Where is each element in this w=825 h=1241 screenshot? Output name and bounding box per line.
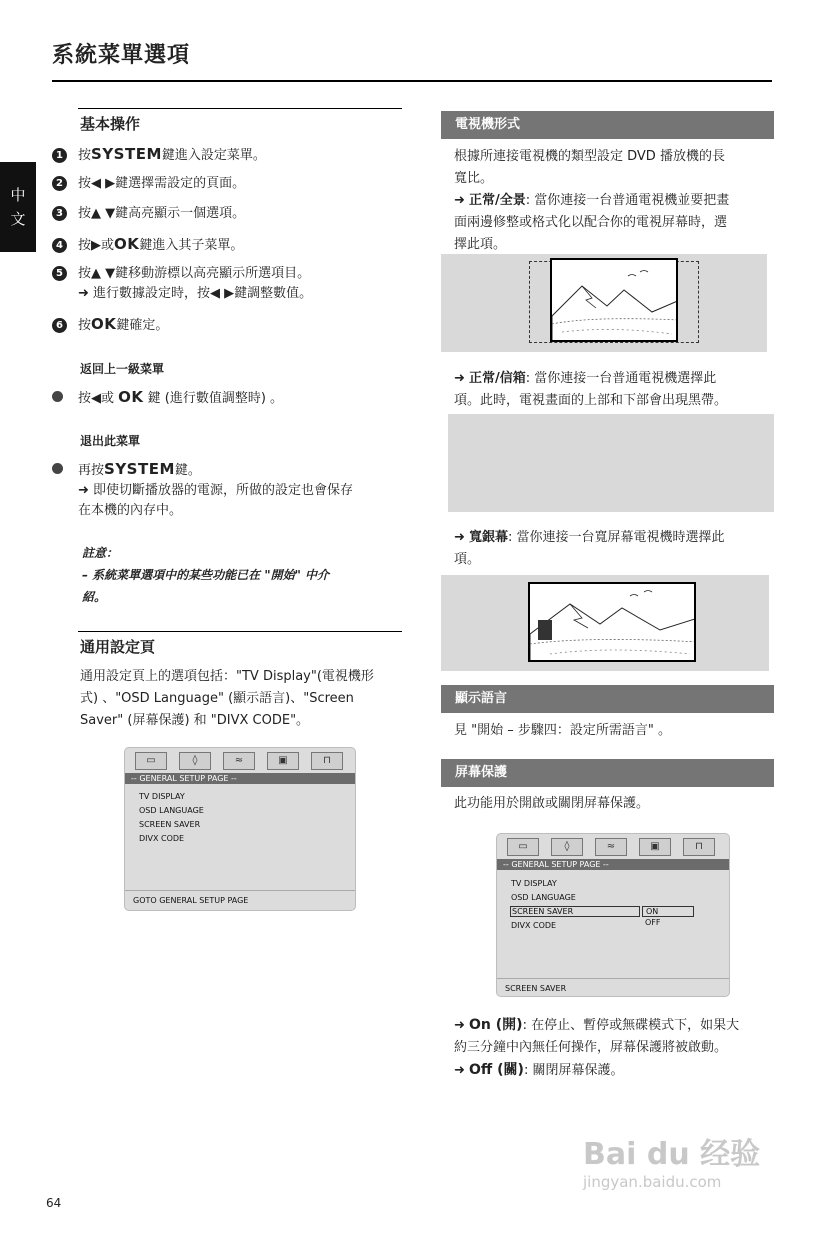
menu-item-osd-language: OSD LANGUAGE — [139, 806, 204, 815]
lock-icon: ⊓ — [311, 752, 343, 770]
pan-scan-label: 正常/全景 — [469, 193, 526, 208]
pan-scan-text: 擇此項。 — [454, 237, 507, 252]
menu-item-osd-language: OSD LANGUAGE — [511, 893, 576, 902]
mountain-scene-icon — [552, 260, 678, 342]
exit-item — [52, 459, 402, 521]
language-side-tab — [0, 162, 36, 252]
step-number: 1 — [52, 148, 67, 163]
step-text: 鍵進入設定菜單。 — [161, 148, 266, 163]
menu-title-bar: -- GENERAL SETUP PAGE -- — [497, 859, 729, 870]
item-text: 按◀或 — [78, 391, 119, 406]
audio-page-icon: ◊ — [551, 838, 583, 856]
screen-saver-menu-screenshot — [496, 833, 730, 997]
note-label: 註意： — [82, 546, 119, 560]
exit-heading: 退出此菜單 — [80, 434, 141, 448]
menu-item-divx-code: DIVX CODE — [511, 921, 557, 930]
option-off-desc — [454, 1059, 778, 1082]
option-off: OFF — [645, 918, 661, 927]
step-text: 按◀ ▶鍵選擇需設定的頁面。 — [78, 176, 246, 191]
menu-footer-divider — [125, 890, 355, 891]
general-desc-line: Saver" (屏幕保護) 和 "DIVX CODE"。 — [80, 713, 310, 728]
step-number: 3 — [52, 206, 67, 221]
page-title: 系統菜單選項 — [52, 43, 191, 68]
step-text: 按 — [78, 318, 92, 333]
step-text: 按 — [78, 148, 92, 163]
on-text: 約三分鐘中內無任何操作，屏幕保護將被啟動。 — [454, 1040, 728, 1055]
on-label: On (開) — [469, 1017, 523, 1033]
tv-desc-line: 寬比。 — [454, 171, 494, 186]
letterbox-text: 項。此時，電視畫面的上部和下部會出現黑帶。 — [454, 393, 728, 408]
menu-title-bar: -- GENERAL SETUP PAGE -- — [125, 773, 355, 784]
step-number: 4 — [52, 238, 67, 253]
menu-icon-row — [135, 752, 343, 770]
menu-item-screen-saver: SCREEN SAVER — [139, 820, 201, 829]
step-text: 鍵進入其子菜單。 — [139, 238, 244, 253]
tv-format-bar: 電視機形式 — [441, 111, 774, 139]
step-text: 鍵確定。 — [116, 318, 169, 333]
general-page-icon: ▭ — [135, 752, 167, 770]
arrow-icon: ➜ — [454, 530, 470, 545]
widescreen-illustration — [441, 575, 769, 671]
dolby-page-icon: ≈ — [223, 752, 255, 770]
letterbox-desc — [454, 368, 774, 412]
pan-scan-text: : 當你連接一台普通電視機並要把畫 — [525, 193, 730, 208]
note-block — [82, 542, 402, 608]
watermark-logo-text: Bai du 经验 — [583, 1137, 761, 1172]
step-key: OK — [91, 315, 117, 333]
widescreen-label: 寬銀幕 — [469, 530, 509, 545]
step-key: OK — [114, 235, 140, 253]
menu-footer: SCREEN SAVER — [505, 984, 567, 993]
widescreen-item — [454, 527, 774, 549]
item-key: SYSTEM — [104, 460, 175, 478]
bullet-icon — [52, 463, 63, 474]
screen-saver-options — [454, 1014, 778, 1082]
widescreen-desc — [454, 527, 774, 571]
pan-scan-item — [454, 190, 774, 212]
menu-item-tv-display: TV DISPLAY — [139, 792, 185, 801]
step-6 — [52, 314, 402, 336]
title-divider — [52, 80, 772, 82]
letterbox-text: : 當你連接一台普通電視機選擇此 — [525, 371, 717, 386]
general-desc-line: 式) 、"OSD Language" (顯示語言)、"Screen — [80, 691, 354, 706]
step-number: 6 — [52, 318, 67, 333]
widescreen-text: 項。 — [454, 552, 481, 567]
option-on-desc — [454, 1014, 778, 1037]
general-page-icon: ▭ — [507, 838, 539, 856]
item-text: 鍵。 — [174, 463, 201, 478]
arrow-icon: ➜ — [454, 1018, 470, 1033]
menu-item-screen-saver: SCREEN SAVER — [510, 906, 640, 917]
note-line-1: – 系統菜單選項中的某些功能已在 "開始" 中介 — [82, 568, 330, 582]
step-key: SYSTEM — [91, 145, 162, 163]
arrow-icon: ➜ — [454, 193, 470, 208]
step-number: 5 — [52, 266, 67, 281]
lock-icon: ⊓ — [683, 838, 715, 856]
section-divider — [78, 631, 402, 632]
dolby-page-icon: ≈ — [595, 838, 627, 856]
video-page-icon: ▣ — [267, 752, 299, 770]
page-number: 64 — [46, 1196, 62, 1210]
off-label: Off (關) — [469, 1062, 524, 1078]
screen-saver-bar: 屏幕保護 — [441, 759, 774, 787]
back-item — [52, 387, 402, 409]
letterbox-label: 正常/信箱 — [469, 371, 526, 386]
general-desc-line: 通用設定頁上的選項包括："TV Display"(電視機形 — [80, 669, 374, 684]
watermark-url: jingyan.baidu.com — [583, 1173, 722, 1191]
menu-footer-divider — [497, 978, 729, 979]
item-text: 再按 — [78, 463, 105, 478]
item-text: 鍵 (進行數值調整時) 。 — [143, 391, 284, 406]
audio-page-icon: ◊ — [179, 752, 211, 770]
step-5 — [52, 264, 402, 304]
step-text: 按▲ ▼鍵高亮顯示一個選項。 — [78, 206, 246, 221]
arrow-icon: ➜ — [454, 1063, 470, 1078]
basic-heading: 基本操作 — [80, 115, 141, 133]
tv-desc-line: 根據所連接電視機的類型設定 DVD 播放機的長 — [454, 149, 725, 164]
widescreen-text: : 當你連接一台寬屏幕電視機時選擇此 — [508, 530, 725, 545]
menu-footer: GOTO GENERAL SETUP PAGE — [133, 896, 249, 905]
screen-saver-desc: 此功能用於開啟或關閉屏幕保護。 — [454, 796, 650, 811]
back-heading: 返回上一級菜單 — [80, 362, 165, 376]
side-tab-char-1: 中 — [10, 186, 26, 204]
video-page-icon: ▣ — [639, 838, 671, 856]
letterbox-item — [454, 368, 774, 390]
osd-language-desc: 見 "開始 – 步驟四：設定所需語言" 。 — [454, 723, 671, 738]
step-sub-text: ➜ 進行數據設定時，按◀ ▶鍵調整數值。 — [78, 286, 313, 301]
exit-sub-2: 在本機的內存中。 — [78, 503, 183, 518]
on-text: : 在停止、暫停或無碟模式下，如果大 — [522, 1018, 740, 1033]
arrow-icon: ➜ — [454, 371, 470, 386]
setup-menu-screenshot — [124, 747, 356, 911]
step-2 — [52, 174, 402, 194]
item-key: OK — [118, 388, 144, 406]
off-text: : 關閉屏幕保護。 — [523, 1063, 624, 1078]
note-line-2: 紹。 — [82, 590, 107, 604]
tv-format-desc — [454, 146, 774, 256]
step-4 — [52, 234, 402, 256]
step-text: 按▲ ▼鍵移動游標以高亮顯示所選項目。 — [78, 266, 311, 281]
menu-icon-row — [507, 838, 715, 856]
general-desc — [80, 666, 404, 732]
osd-language-bar: 顯示語言 — [441, 685, 774, 713]
side-tab-char-2: 文 — [10, 210, 26, 228]
pan-scan-text: 面兩邊修整或格式化以配合你的電視屏幕時，選 — [454, 215, 728, 230]
step-number: 2 — [52, 176, 67, 191]
general-heading: 通用設定頁 — [80, 638, 156, 656]
step-1 — [52, 144, 402, 166]
baidu-watermark — [583, 1138, 760, 1192]
step-3 — [52, 204, 402, 224]
menu-item-tv-display: TV DISPLAY — [511, 879, 557, 888]
wide-mountain-scene-icon — [530, 584, 696, 662]
pan-scan-illustration — [441, 254, 767, 352]
section-divider — [78, 108, 402, 109]
menu-item-divx-code: DIVX CODE — [139, 834, 185, 843]
landscape-picture — [550, 258, 678, 342]
step-text: 按▶或 — [78, 238, 114, 253]
letterbox-illustration — [448, 414, 774, 512]
exit-sub-1: ➜ 即使切斷播放器的電源，所做的設定也會保存 — [78, 483, 354, 498]
wide-landscape-picture — [528, 582, 696, 662]
option-on: ON — [642, 906, 694, 917]
bullet-icon — [52, 391, 63, 402]
